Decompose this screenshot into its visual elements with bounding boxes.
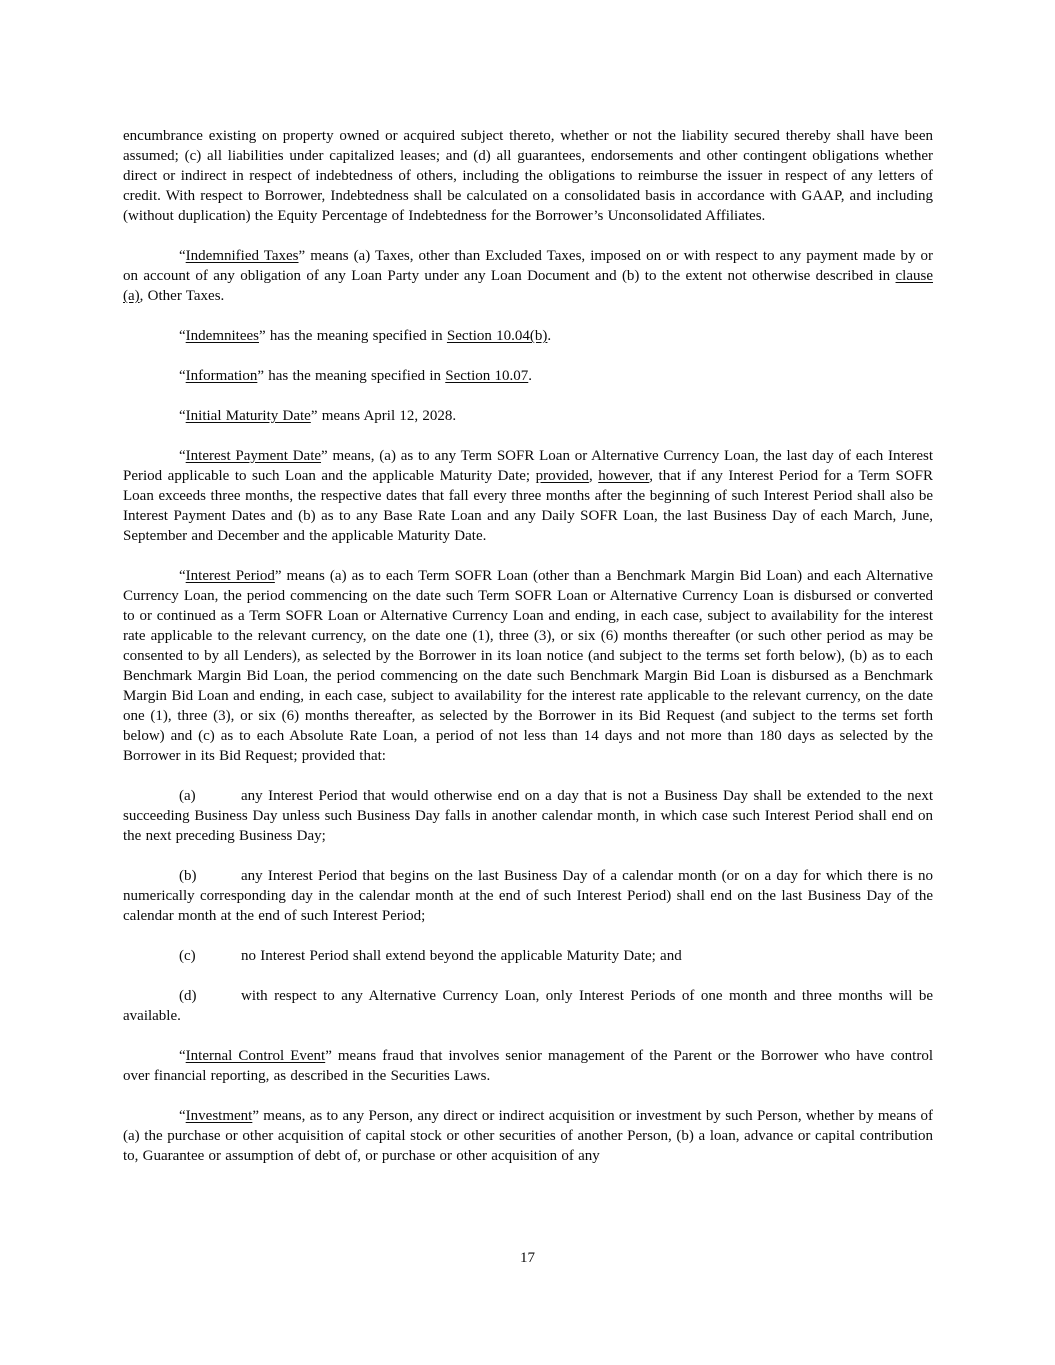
list-item-label: (d) (179, 988, 197, 1004)
defined-term: Interest Payment Date (185, 448, 322, 464)
defined-term: provided (535, 468, 589, 484)
paragraph: encumbrance existing on property owned or acquired subject thereto, whether or not the liability secured thereby shall have been assumed; (c) all liabilities under capitalized leases; and (d) all guarantees, endorsements and other contingent obligations whether direct or indirect in respect of indebtedness of others, including the obligations to reimburse the issuer in respect of any letters of credit. With respect to Borrower, Indebtedness shall be calculated on a consolidated basis in accordance with GAAP, and including (without duplication) the Equity Percentage of Indebtedness for the Borrower’s Unconsolidated Affiliates. (123, 128, 933, 224)
defined-term: Indemnitees (185, 328, 259, 344)
paragraph: “Indemnified Taxes” means (a) Taxes, other than Excluded Taxes, imposed on or with respect to any payment made by or on account of any obligation of any Loan Party under any Loan Document and (b) to the extent not otherwise described in clause (a), Other Taxes. (123, 248, 933, 304)
list-item: (d) with respect to any Alternative Currency Loan, only Interest Periods of one month and three months will be available. (123, 988, 933, 1024)
defined-term: clause (a) (123, 268, 933, 304)
defined-term: Section 10.04(b) (446, 328, 548, 344)
defined-term: Section 10.07 (445, 368, 529, 384)
defined-term: Internal Control Event (185, 1048, 326, 1064)
defined-term: Information (185, 368, 258, 384)
paragraph: “Interest Period” means (a) as to each Term SOFR Loan (other than a Benchmark Margin Bid Loan) and each Alternative Currency Loan, the period commencing on the date such Term SOFR Loan or Alternative Currency Loan is disbursed or converted to or continued as a Term SOFR Loan or Alternative Currency Loan and ending, in each case, subject to availability for the interest rate applicable to the relevant currency, on the date one (1), three (3), or six (6) months thereafter (or such other period as may be consented to by all Lenders), as selected by the Borrower in its loan notice (and subject to the terms set forth below), (b) as to each Benchmark Margin Bid Loan, the period commencing on the date such Benchmark Margin Bid Loan is disbursed as a Benchmark Margin Bid Loan and ending, in each case, subject to availability for the interest rate applicable to the relevant currency, on the date one (1), three (3), or six (6) months thereafter, as selected by the Borrower in its Bid Request (and subject to the terms set forth below) and (c) as to each Absolute Rate Loan, a period of not less than 14 days and not more than 180 days as selected by the Borrower in its Bid Request; provided that: (123, 568, 933, 764)
page-number: 17 (520, 1250, 535, 1266)
paragraph: “Information” has the meaning specified in Section 10.07. (179, 368, 533, 384)
defined-term: Indemnified Taxes (185, 248, 299, 264)
defined-term: Initial Maturity Date (185, 408, 311, 424)
list-item: (c) no Interest Period shall extend beyond the applicable Maturity Date; and (179, 948, 682, 964)
paragraph: “Investment” means, as to any Person, any direct or indirect acquisition or investment by such Person, whether by means of (a) the purchase or other acquisition of capital stock or other securities of another Person, (b) a loan, advance or capital contribution to, Guarantee or assumption of debt of, or purchase or other acquisition of any (123, 1108, 933, 1164)
document-body (123, 126, 933, 1186)
list-item-label: (a) (179, 788, 196, 804)
defined-term: however (598, 468, 650, 484)
list-item-label: (b) (179, 868, 197, 884)
paragraph: “Internal Control Event” means fraud that involves senior management of the Parent or the Borrower who have control over financial reporting, as described in the Securities Laws. (123, 1048, 933, 1084)
defined-term: Investment (185, 1108, 253, 1124)
paragraph: “Interest Payment Date” means, (a) as to any Term SOFR Loan or Alternative Currency Loan, the last day of each Interest Period applicable to such Loan and the applicable Maturity Date; provided, however, that if any Interest Period for a Term SOFR Loan exceeds three months, the respective dates that fall every three months after the beginning of such Interest Period shall also be Interest Payment Dates and (b) as to any Base Rate Loan and any Daily SOFR Loan, the last Business Day of each March, June, September and December and the applicable Maturity Date. (123, 448, 934, 544)
list-item-label: (c) (179, 948, 196, 964)
defined-term: Interest Period (185, 568, 275, 584)
paragraph: “Initial Maturity Date” means April 12, 2028. (179, 408, 457, 424)
list-item: (b) any Interest Period that begins on the last Business Day of a calendar month (or on a day for which there is no numerically corresponding day in the calendar month at the end of such Interest Period) shall end on the last Business Day of the calendar month at the end of such Interest Period; (123, 868, 933, 924)
list-item: (a) any Interest Period that would otherwise end on a day that is not a Business Day shall be extended to the next succeeding Business Day unless such Business Day falls in another calendar month, in which case such Interest Period shall end on the next preceding Business Day; (123, 788, 933, 844)
paragraph: “Indemnitees” has the meaning specified in Section 10.04(b). (179, 328, 552, 344)
